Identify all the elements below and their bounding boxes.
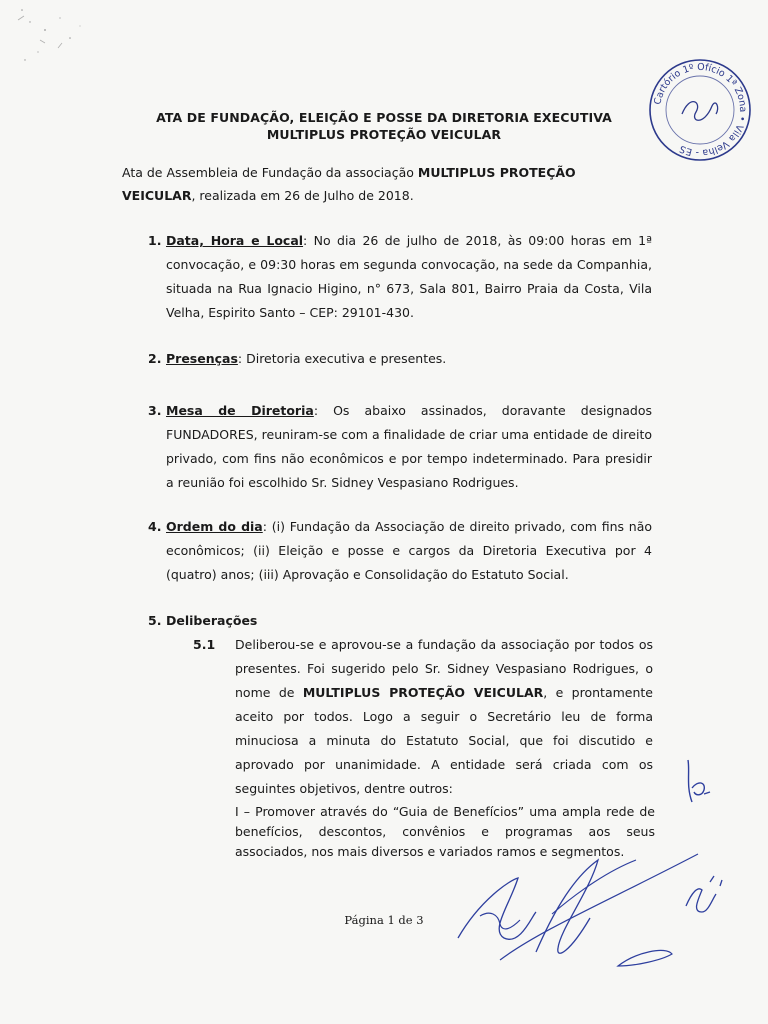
subitem-5-1	[193, 633, 653, 801]
item-5-heading: Deliberações	[166, 613, 258, 628]
intro-association-name: MULTIPLUS PROTEÇÃO VEICULAR	[122, 165, 576, 203]
page-number-footer: Página 1 de 3	[344, 913, 424, 927]
intro-paragraph	[122, 161, 642, 207]
item-3-number: 3.	[148, 403, 162, 418]
objective-clause-i: I – Promover através do “Guia de Benefícios” uma ampla rede de benefícios, descontos, convênios e programas aos seus associados, nos mais diversos e variados ramos e segmentos.	[235, 804, 655, 859]
document-title-line2: MULTIPLUS PROTEÇÃO VEICULAR	[266, 127, 502, 142]
handwritten-signature	[440, 820, 740, 980]
item-2-heading: Presenças	[166, 351, 238, 366]
item-3	[148, 399, 652, 495]
item-1	[148, 229, 652, 325]
item-4-text: : (i) Fundação da Associação de direito privado, com fins não econômicos; (ii) Eleição e posse e cargos da Diretoria Executiva por 4 (quatro) anos; (iii) Aprovação e Consolidação do Estatuto Social.	[166, 519, 652, 582]
item-1-heading: Data, Hora e Local	[166, 233, 304, 248]
item-5-number: 5.	[148, 613, 162, 628]
stamp-text: Cartório 1º Ofício 1ª Zona • Vila Velha - ES	[652, 61, 749, 159]
item-4-number: 4.	[148, 519, 162, 534]
item-3-text: : Os abaixo assinados, doravante designados FUNDADORES, reuniram-se com a finalidade de criar uma entidade de direito privado, com fins não econômicos e por tempo indeterminado. Para presidir a reunião foi escolhido Sr. Sidney Vespasiano Rodrigues.	[166, 403, 652, 490]
item-2-text: : Diretoria executiva e presentes.	[237, 351, 447, 366]
item-1-text: : No dia 26 de julho de 2018, às 09:00 horas em 1ª convocação, e 09:30 horas em segunda convocação, na sede da Companhia, situada na Rua Ignacio Higino, n° 673, Sala 801, Bairro Praia da Costa, Vila Velha, Espirito Santo – CEP: 29101-430.	[166, 233, 652, 320]
document-title-line1: ATA DE FUNDAÇÃO, ELEIÇÃO E POSSE DA DIRETORIA EXECUTIVA	[156, 110, 612, 125]
item-4	[148, 515, 652, 587]
margin-initials	[680, 758, 720, 808]
subitem-text-after: , e prontamente aceito por todos. Logo a seguir o Secretário leu de forma minuciosa a minuta do Estatuto Social, que foi discutido e aprovado por unanimidade. A entidade será criada com os seguintes objetivos, dentre outros:	[235, 685, 653, 796]
item-5	[148, 609, 652, 633]
item-2-number: 2.	[148, 351, 162, 366]
scan-specks	[0, 0, 120, 90]
subitem-association-name: MULTIPLUS PROTEÇÃO VEICULAR	[302, 685, 544, 700]
item-1-number: 1.	[148, 233, 162, 248]
subitem-text-before: Deliberou-se e aprovou-se a fundação da associação por todos os presentes. Foi sugerido pelo Sr. Sidney Vespasiano Rodrigues, o nome de	[235, 637, 653, 700]
subitem-5-1-number: 5.1	[193, 637, 216, 652]
item-3-heading: Mesa de Diretoria	[166, 403, 314, 418]
intro-text-after: , realizada em 26 de Julho de 2018.	[191, 188, 414, 203]
notary-stamp	[646, 56, 754, 164]
item-4-heading: Ordem do dia	[166, 519, 263, 534]
item-2	[148, 347, 652, 371]
intro-text-before: Ata de Assembleia de Fundação da associação	[122, 165, 418, 180]
